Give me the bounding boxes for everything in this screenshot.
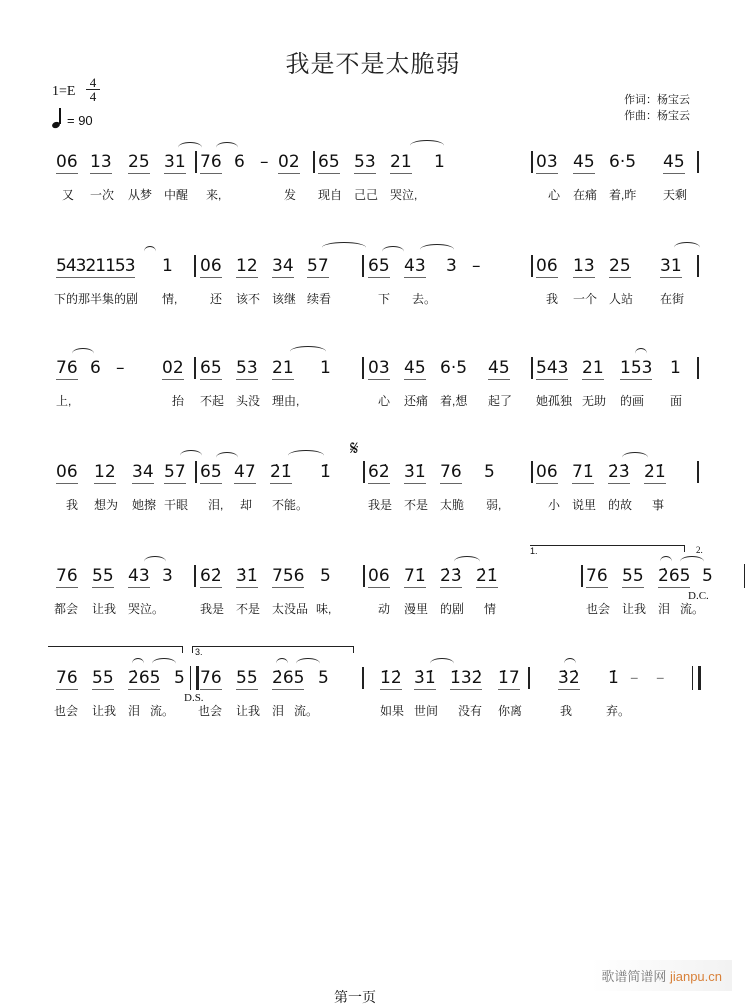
note: 62̇: [368, 462, 390, 482]
note: 06: [536, 462, 558, 482]
lyric: 该继: [272, 292, 297, 306]
note: 71̇: [572, 462, 594, 482]
credits: [624, 92, 690, 124]
tempo-value: = 90: [67, 113, 93, 128]
lyric: 发: [284, 188, 297, 202]
lyric: 下的那半集的剧: [54, 292, 139, 306]
note: 34: [272, 256, 294, 276]
lyric: 哭泣,: [390, 188, 418, 202]
lyric: 情: [484, 602, 497, 616]
lyric: 让我: [236, 704, 261, 718]
slur: [180, 450, 202, 461]
tempo-marking: [52, 108, 93, 128]
note: 55: [92, 668, 114, 688]
lyric: 泪: [128, 704, 141, 718]
staff-row-3: [52, 358, 702, 418]
watermark-domain: jianpu.cn: [669, 969, 722, 984]
note: 47: [234, 462, 256, 482]
ds-mark: D.S.: [184, 692, 204, 704]
staff-row-5: [52, 566, 713, 626]
time-denominator: 4: [89, 89, 97, 104]
lyric: 弃。: [606, 704, 631, 718]
lyric: 起了: [488, 394, 513, 408]
lyric: 情,: [162, 292, 178, 306]
lyric: 下: [378, 292, 391, 306]
lyric: 也会: [54, 704, 79, 718]
note: 76: [56, 566, 78, 586]
note: 45: [573, 152, 595, 172]
barline: [194, 255, 196, 277]
barline: [363, 461, 365, 483]
note: 76: [200, 668, 222, 688]
quarter-note-icon: [52, 108, 62, 128]
lyric: 如果: [380, 704, 405, 718]
lyric: 去。: [412, 292, 437, 306]
note: 3: [162, 566, 173, 586]
note: 55: [92, 566, 114, 586]
note: 5: [320, 566, 331, 586]
lyric: 不能。: [272, 498, 309, 512]
lyric: 又: [62, 188, 75, 202]
lyric: 泪,: [208, 498, 224, 512]
note: 25: [609, 256, 631, 276]
lyric: 在街: [660, 292, 685, 306]
page-number: 第一页: [334, 989, 376, 1005]
note: 5: [702, 566, 713, 586]
note: 5: [174, 668, 185, 688]
note: 1̇7: [498, 668, 520, 688]
staff-row-4: [52, 462, 702, 522]
lyric: 己己: [354, 188, 379, 202]
lyric: 弱,: [486, 498, 502, 512]
note: 43: [404, 256, 426, 276]
staff-row-1: [52, 152, 702, 212]
note: 13: [573, 256, 595, 276]
note: 1: [670, 358, 681, 378]
volta-3: 3.: [192, 646, 354, 653]
note: 57: [164, 462, 186, 482]
note: 1̇32̇: [450, 668, 483, 688]
dc-mark: D.C.: [688, 590, 709, 602]
slur: [144, 246, 156, 257]
note: 2̇65: [272, 668, 305, 688]
slur: [674, 242, 700, 253]
note: 6: [234, 152, 245, 172]
lyric: 一个: [573, 292, 598, 306]
lyric: 泪: [658, 602, 671, 616]
watermark-text: 歌谱简谱网: [601, 969, 667, 984]
barline: [313, 151, 315, 173]
lyric: 续看: [307, 292, 332, 306]
lyric: 不是: [404, 498, 429, 512]
lyric: 流。: [294, 704, 319, 718]
final-barline: [692, 666, 701, 690]
volta-2-continuation: [48, 646, 183, 653]
lyric: 该不: [236, 292, 261, 306]
slur: [322, 242, 366, 253]
lyric: 动: [378, 602, 391, 616]
lyric: 我是: [200, 602, 225, 616]
barline: [195, 461, 197, 483]
lyric: 说里: [572, 498, 597, 512]
lyric: 着,想: [440, 394, 468, 408]
slur: [288, 450, 324, 461]
note: 76: [586, 566, 608, 586]
volta-2-label: 2.: [696, 545, 703, 555]
lyric: 我: [560, 704, 573, 718]
lyric: 没有: [458, 704, 483, 718]
barline: [362, 357, 364, 379]
note: 65: [368, 256, 390, 276]
lyricist: 作词：杨宝云: [624, 94, 690, 106]
lyric: 无助: [582, 394, 607, 408]
lyric: 不是: [236, 602, 261, 616]
note: 53: [354, 152, 376, 172]
note: 1: [434, 152, 445, 172]
composer: 作曲：杨宝云: [624, 110, 690, 122]
lyric: 现自: [318, 188, 343, 202]
note: 5: [484, 462, 495, 482]
note: 02: [162, 358, 184, 378]
lyric: 小: [548, 498, 561, 512]
note: 02: [278, 152, 300, 172]
note: 65: [318, 152, 340, 172]
lyric: 泪: [272, 704, 285, 718]
dash: –: [260, 152, 269, 172]
lyric: 着,昨: [609, 188, 637, 202]
dash: –: [472, 256, 481, 276]
lyric: 心: [378, 394, 391, 408]
note: 25: [128, 152, 150, 172]
note: 43: [128, 566, 150, 586]
note: 3̇2̇: [558, 668, 580, 688]
lyric: 哭泣。: [128, 602, 165, 616]
note: 6: [90, 358, 101, 378]
lyric: 我是: [368, 498, 393, 512]
lyric: 流。: [150, 704, 175, 718]
double-barline: [190, 666, 199, 690]
note: 13: [90, 152, 112, 172]
barline: [697, 151, 699, 173]
note: 2̇65: [658, 566, 691, 586]
time-signature: [86, 76, 100, 103]
note: 06: [368, 566, 390, 586]
note: 6·5: [440, 358, 468, 378]
note: 45: [404, 358, 426, 378]
song-title: 我是不是太脆弱: [285, 52, 461, 78]
lyric: 漫里: [404, 602, 429, 616]
lyric: 我: [66, 498, 79, 512]
note: 65: [200, 462, 222, 482]
slur: [152, 658, 176, 669]
lyric: 让我: [622, 602, 647, 616]
volta-1: 1.: [530, 545, 685, 552]
lyric: 心: [548, 188, 561, 202]
note: 76: [200, 152, 222, 172]
dash: –: [630, 668, 639, 688]
note: 55: [622, 566, 644, 586]
lyric: 从梦: [128, 188, 153, 202]
lyric: 中醒: [164, 188, 189, 202]
note: 31: [660, 256, 682, 276]
note: 76: [440, 462, 462, 482]
slur: [178, 142, 202, 153]
lyric: 理由,: [272, 394, 300, 408]
note: 55: [236, 668, 258, 688]
note: 34: [132, 462, 154, 482]
note: 03: [368, 358, 390, 378]
note: 45: [488, 358, 510, 378]
barline: [531, 255, 533, 277]
note: 1: [162, 256, 173, 276]
barline: [362, 667, 364, 689]
note: 54321153: [56, 256, 135, 276]
note: 3̇1̇: [414, 668, 436, 688]
note: 76: [56, 668, 78, 688]
lyric: 还痛: [404, 394, 429, 408]
note: 76: [56, 358, 78, 378]
barline: [531, 461, 533, 483]
barline: [362, 255, 364, 277]
lyric: 的故: [608, 498, 633, 512]
lyric: 却: [240, 498, 253, 512]
note: 21: [272, 358, 294, 378]
note: 71̇: [404, 566, 426, 586]
barline: [697, 255, 699, 277]
note: 756: [272, 566, 305, 586]
note: 2̇1̇: [476, 566, 498, 586]
note: 1: [320, 358, 331, 378]
note: 12: [236, 256, 258, 276]
lyric: 天剩: [663, 188, 688, 202]
lyric: 来,: [206, 188, 222, 202]
note: 2̇65: [128, 668, 161, 688]
note: 62̇: [200, 566, 222, 586]
lyric: 流。: [680, 602, 705, 616]
lyric: 太没品: [272, 602, 309, 616]
note: 1̇: [320, 462, 331, 482]
time-numerator: 4: [86, 76, 100, 90]
note: 153: [620, 358, 653, 378]
note: 1̇2̇: [380, 668, 402, 688]
barline: [581, 565, 583, 587]
barline: [363, 565, 365, 587]
note: 1̇: [608, 668, 619, 688]
lyric: 也会: [586, 602, 611, 616]
lyric: 一次: [90, 188, 115, 202]
barline: [531, 357, 533, 379]
note: 6·5: [609, 152, 637, 172]
lyric: 的画: [620, 394, 645, 408]
note: 57: [307, 256, 329, 276]
note: 3: [446, 256, 457, 276]
lyric: 上,: [56, 394, 72, 408]
lyric: 面: [670, 394, 683, 408]
lyric: 都会: [54, 602, 79, 616]
slur: [410, 140, 444, 151]
barline: [528, 667, 530, 689]
lyric: 她孤独: [536, 394, 573, 408]
lyric: 想为: [94, 498, 119, 512]
lyric: 我: [546, 292, 559, 306]
barline: [195, 151, 197, 173]
barline: [194, 565, 196, 587]
note: 5: [318, 668, 329, 688]
note: 06: [56, 462, 78, 482]
lyric: 事: [652, 498, 665, 512]
lyric: 还: [210, 292, 223, 306]
lyric: 让我: [92, 602, 117, 616]
note: 3̇1̇: [404, 462, 426, 482]
slur: [296, 658, 320, 669]
note: 45: [663, 152, 685, 172]
slur: [382, 246, 404, 257]
note: 06: [200, 256, 222, 276]
note: 06: [536, 256, 558, 276]
note: 21: [582, 358, 604, 378]
lyric: 也会: [198, 704, 223, 718]
slur: [420, 244, 454, 255]
lyric: 的剧: [440, 602, 465, 616]
note: 53: [236, 358, 258, 378]
barline: [697, 461, 699, 483]
lyric: 味,: [316, 602, 332, 616]
barline: [697, 357, 699, 379]
note: 03: [536, 152, 558, 172]
lyric: 头没: [236, 394, 261, 408]
note: 65: [200, 358, 222, 378]
lyric: 人站: [609, 292, 634, 306]
note: 2̇3̇: [440, 566, 462, 586]
barline: [194, 357, 196, 379]
note: 2̇1̇: [270, 462, 292, 482]
key-signature: 1=E: [52, 84, 76, 99]
lyric: 抬: [172, 394, 185, 408]
note: 2̇1̇: [644, 462, 666, 482]
segno-icon: 𝄋: [350, 436, 359, 460]
note: 543: [536, 358, 569, 378]
note: 21: [390, 152, 412, 172]
staff-row-6: [52, 668, 702, 728]
lyric: 世间: [414, 704, 439, 718]
staff-row-2: [52, 256, 702, 316]
watermark: [591, 960, 732, 991]
dash: –: [656, 668, 665, 688]
lyric: 不起: [200, 394, 225, 408]
note: 06: [56, 152, 78, 172]
barline: [531, 151, 533, 173]
lyric: 干眼: [164, 498, 189, 512]
note: 12: [94, 462, 116, 482]
note: 31: [164, 152, 186, 172]
lyric: 在痛: [573, 188, 598, 202]
note: 2̇3̇: [608, 462, 630, 482]
dash: –: [116, 358, 125, 378]
slur: [680, 556, 704, 567]
note: 3̇1̇: [236, 566, 258, 586]
lyric: 让我: [92, 704, 117, 718]
lyric: 她擦: [132, 498, 157, 512]
slur: [290, 346, 326, 357]
lyric: 太脆: [440, 498, 465, 512]
lyric: 你离: [498, 704, 523, 718]
